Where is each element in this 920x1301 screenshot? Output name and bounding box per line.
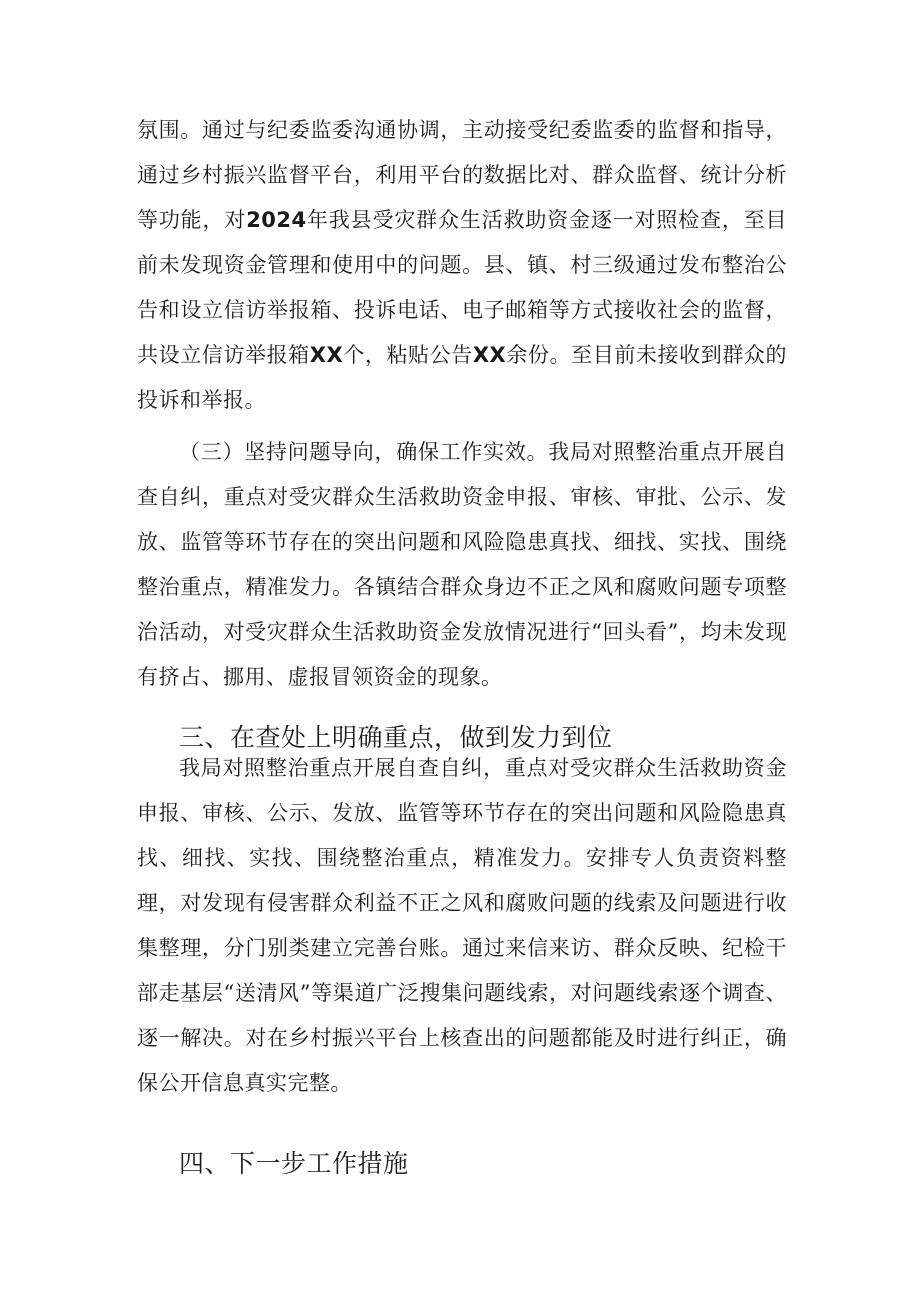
paragraph-continuation — [137, 108, 787, 423]
paragraph-problem-oriented: （三）坚持问题导向，确保工作实效。我局对照整治重点开展自查自纠，重点对受灾群众生活救助资金申报、审核、审批、公示、发放、监管等环节存在的突出问题和风险隐患真找、细找、实找、围绕整治重点，精准发力。各镇结合群众身边不正之风和腐败问题专项整治活动，对受灾群众生活救助资金发放情况进行“回头看”，均未发现有挤占、挪用、虚报冒领资金的现象。 — [137, 440, 787, 689]
paragraph-text: 个，粘贴公告 — [343, 343, 473, 367]
paragraph-investigation: 我局对照整治重点开展自查自纠，重点对受灾群众生活救助资金申报、审核、公示、发放、监管等环节存在的突出问题和风险隐患真找、细找、实找、围绕整治重点，精准发力。安排专人负责资料整理，对发现有侵害群众利益不正之风和腐败问题的线索及问题进行收集整理，分门别类建立完善台账。通过来信来访、群众反映、纪检干部走基层“送清风”等渠道广泛搜集问题线索，对问题线索逐个调查、逐一解决。对在乡村振兴平台上核查出的问题都能及时进行纠正，确保公开信息真实完整。 — [137, 756, 787, 1095]
section-heading-4: 四、下一步工作措施 — [179, 1149, 409, 1178]
paragraph-text: 余份。至目前未接收到群众的投诉和举报。 — [137, 343, 788, 412]
paragraph-text: 氛围。通过与纪委监委沟通协调，主动接受纪委监委的监督和指导，通过乡村振兴监督平台，利用平台的数据比对、群众监督、统计分析等功能，对 — [137, 118, 787, 232]
year-number: 2024 — [246, 208, 307, 232]
paragraph-text: 年我县受灾群众生活救助资金逐一对照检查，至目前未发现资金管理和使用中的问题。县、镇、村三级通过发布整治公告和设立信访举报箱、投诉电话、电子邮箱等方式接收社会的监督，共设立信访举报箱 — [137, 208, 788, 367]
section-heading-3: 三、在查处上明确重点，做到发力到位 — [179, 723, 613, 752]
placeholder-count: XX — [472, 343, 507, 367]
placeholder-count: XX — [309, 343, 344, 367]
